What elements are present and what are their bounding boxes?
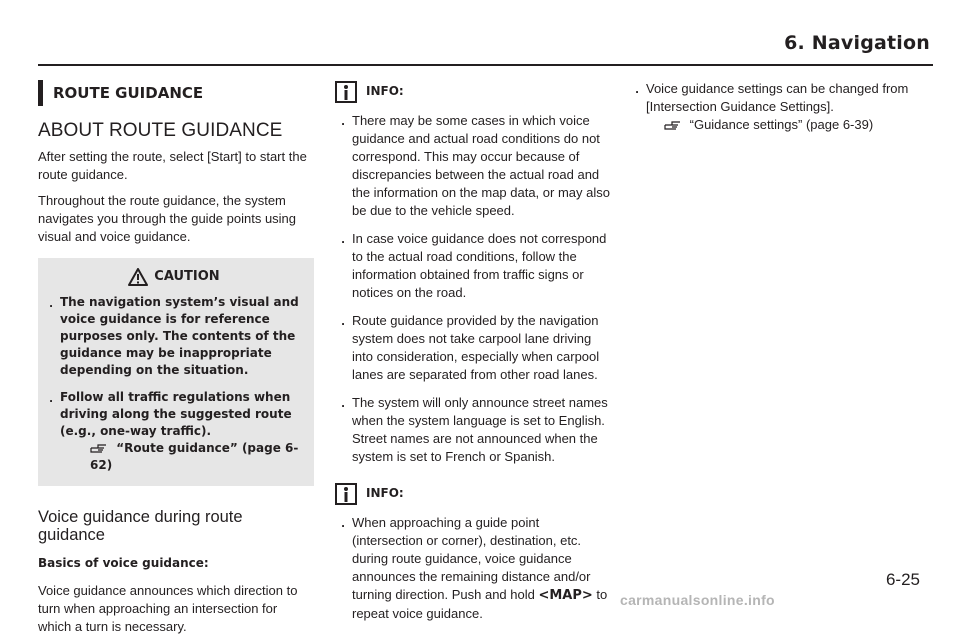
column-3 xyxy=(628,80,912,144)
bullet-icon: . xyxy=(341,231,345,246)
bullet-icon: . xyxy=(341,313,345,328)
info-label: INFO: xyxy=(366,84,404,98)
caution-label: CAUTION xyxy=(154,269,220,284)
caution-reference xyxy=(60,440,306,474)
section-title: 6. Navigation xyxy=(784,32,930,54)
info-item xyxy=(334,514,610,623)
info-icon xyxy=(334,482,358,506)
info-label: INFO: xyxy=(366,486,404,500)
info-item-text: When approaching a guide point (intersection or corner), destination, etc. during route guidance, voice guidance announces the remaining distance and/or turning direction. Push and hold xyxy=(352,515,591,602)
map-key-label: <MAP> xyxy=(538,588,593,603)
info-item-text: Route guidance provided by the navigation system does not take carpool lane driving into consideration, especially when carpool lanes are separated from other road lanes. xyxy=(352,313,600,382)
heading-text: ROUTE GUIDANCE xyxy=(53,84,204,102)
info-item xyxy=(334,394,610,466)
section-heading xyxy=(38,80,314,106)
info-item xyxy=(334,112,610,220)
pointing-hand-icon xyxy=(664,119,682,131)
caution-box xyxy=(38,258,314,486)
info-item-text: The system will only announce street names when the system language is set to English. Street names are not announced when the system is set to French or Spanish. xyxy=(352,395,608,464)
info-item xyxy=(334,312,610,384)
caution-item xyxy=(42,294,306,379)
reference-text: “Route guidance” (page 6-62) xyxy=(90,441,299,472)
info-title xyxy=(334,80,610,104)
info-item-text: In case voice guidance does not correspond to the actual road conditions, follow the information obtained from traffic signs or notices on the road. xyxy=(352,231,607,300)
bullet-icon: . xyxy=(49,390,53,405)
info-icon xyxy=(334,80,358,104)
caution-item-text: The navigation system’s visual and voice guidance is for reference purposes only. The contents of the guidance may be inappropriate depending on the situation. xyxy=(60,295,299,377)
page-number: 6-25 xyxy=(885,570,920,589)
about-route-guidance-heading: ABOUT ROUTE GUIDANCE xyxy=(38,120,283,141)
watermark: carmanualsonline.info xyxy=(620,592,775,608)
reference-text: “Guidance settings” (page 6-39) xyxy=(689,117,874,132)
paragraph-throughout: Throughout the route guidance, the system navigates you through the guide points using visual and voice guidance. xyxy=(38,193,297,244)
column-1 xyxy=(38,80,314,644)
column-2 xyxy=(334,80,610,633)
caution-item xyxy=(42,389,306,474)
bullet-icon: . xyxy=(341,395,345,410)
basics-paragraph: Voice guidance announces which direction to turn when approaching an intersection for which a turn is necessary. xyxy=(38,583,298,634)
settings-item xyxy=(628,80,912,134)
caution-item-text: Follow all traffic regulations when driving along the suggested route (e.g., one-way traffic). xyxy=(60,390,292,438)
caution-title xyxy=(42,268,306,286)
settings-item-text: Voice guidance settings can be changed from [Intersection Guidance Settings]. xyxy=(646,81,909,114)
info-title xyxy=(334,482,610,506)
warning-icon xyxy=(128,268,148,286)
info-item-text: There may be some cases in which voice guidance and actual road conditions do not correspond. This may occur because of discrepancies between the actual road and the information on the map data, or may also be due to the vehicle speed. xyxy=(352,113,610,218)
header-rule xyxy=(38,64,933,66)
bullet-icon: . xyxy=(341,113,345,128)
paragraph-start-route: After setting the route, select [Start] to start the route guidance. xyxy=(38,149,307,182)
bullet-icon: . xyxy=(341,515,345,530)
settings-reference xyxy=(646,116,912,134)
basics-heading: Basics of voice guidance: xyxy=(38,556,209,570)
bullet-icon: . xyxy=(635,81,639,96)
info-item xyxy=(334,230,610,302)
info-item-text-end: to repeat voice guidance. xyxy=(352,587,608,621)
pointing-hand-icon xyxy=(90,442,108,454)
bullet-icon: . xyxy=(49,295,53,310)
voice-guidance-heading: Voice guidance during route guidance xyxy=(38,508,243,544)
heading-bar-marker xyxy=(38,80,43,106)
